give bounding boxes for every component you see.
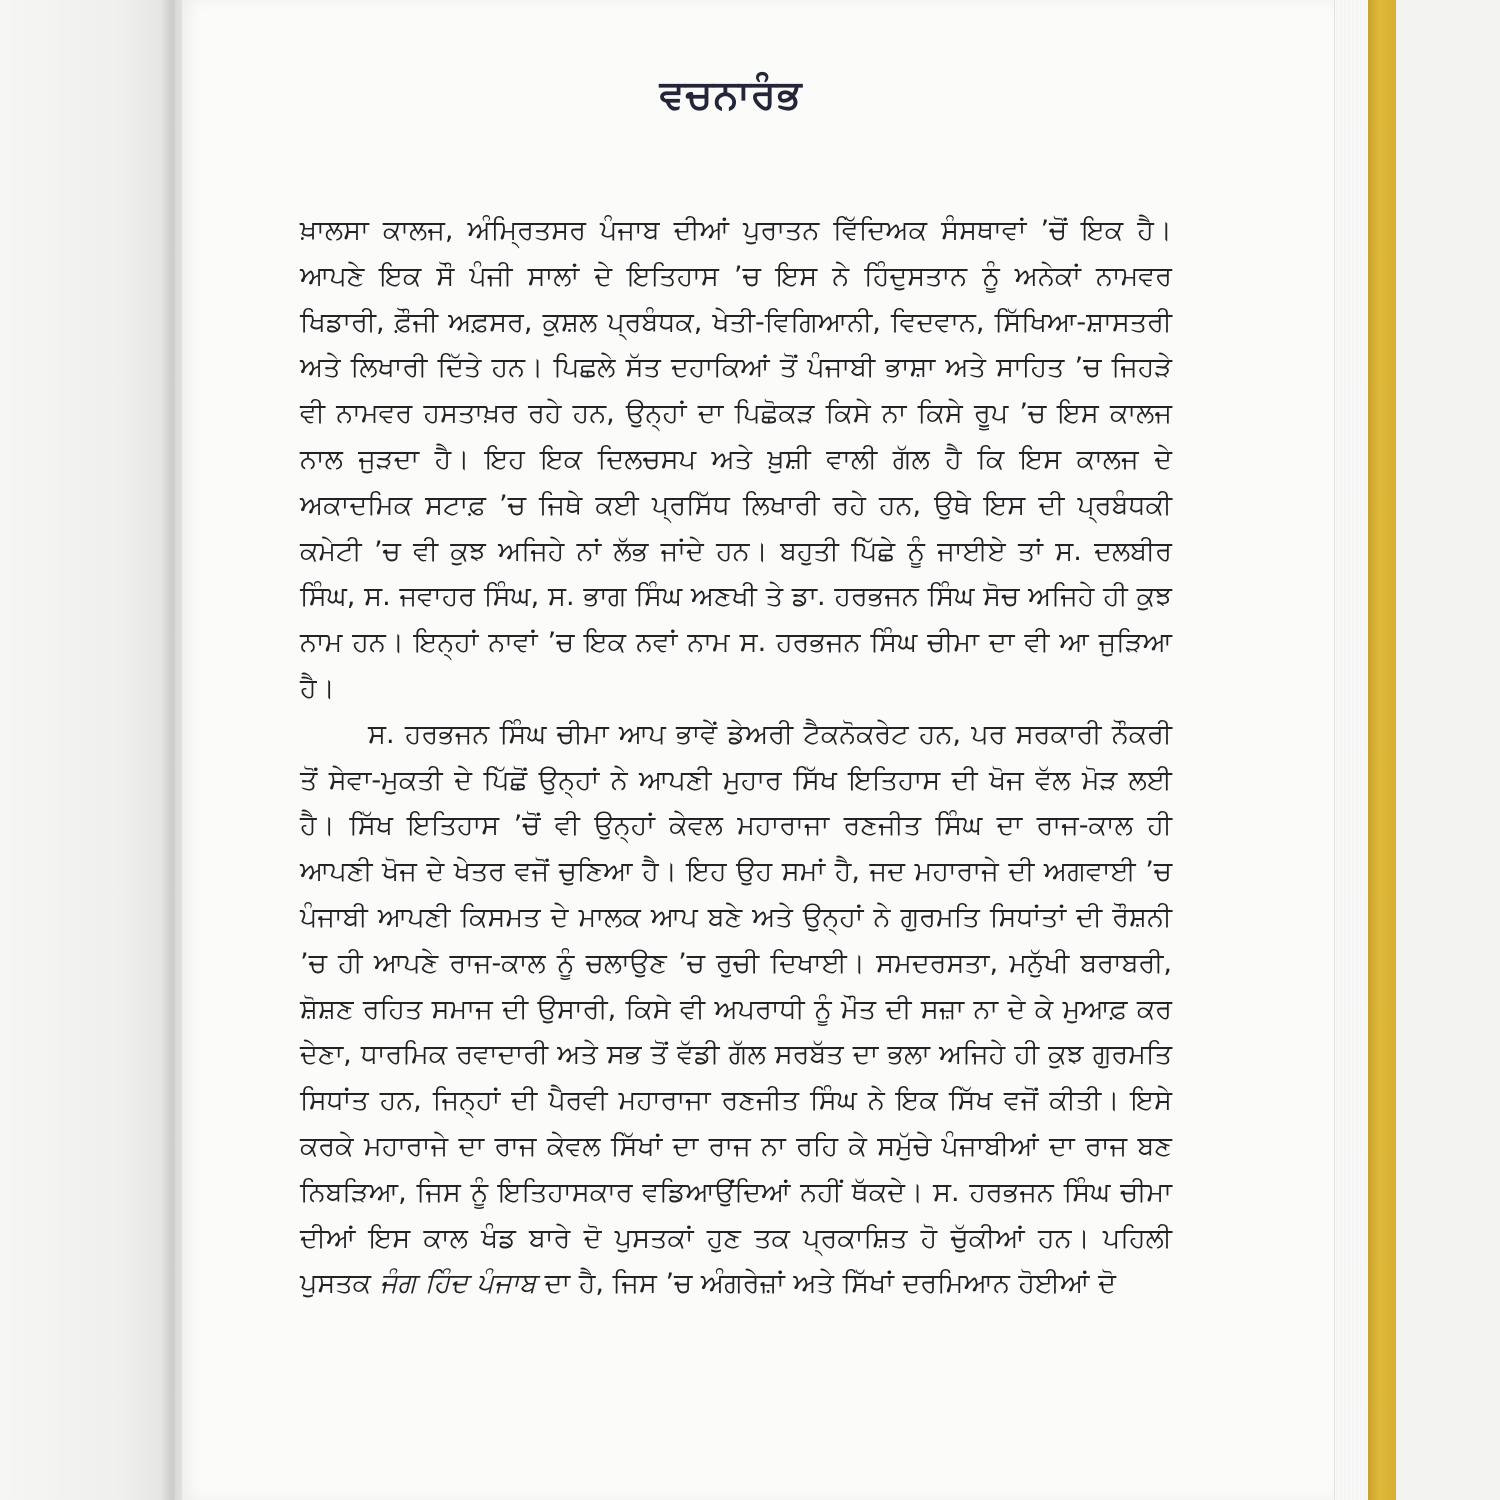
yellow-cover-edge — [1368, 0, 1396, 1500]
book-title: ਜੰਗ ਹਿੰਦ ਪੰਜਾਬ — [379, 1268, 537, 1300]
page-title: ਵਚਨਾਰੰਭ — [659, 72, 803, 118]
paragraph-2-text-after: ਦਾ ਹੈ, ਜਿਸ ’ਚ ਅੰਗਰੇਜ਼ਾਂ ਅਤੇ ਸਿੱਖਾਂ ਦਰਮਿਆਨ ਹੋਈਆਂ ਦੋ — [544, 1268, 1116, 1300]
paragraph-2 — [300, 712, 1172, 1307]
page-stack-edge — [1334, 0, 1369, 1500]
page-body — [300, 208, 1172, 1307]
paragraph-2-text: ਸ. ਹਰਭਜਨ ਸਿੰਘ ਚੀਮਾ ਆਪ ਭਾਵੇਂ ਡੇਅਰੀ ਟੈਕਨੋਕਰੇਟ ਹਨ, ਪਰ ਸਰਕਾਰੀ ਨੌਕਰੀ ਤੋਂ ਸੇਵਾ-ਮੁਕਤੀ ਦੇ ਪਿੱਛੋਂ ਉਨ੍ਹਾਂ ਨੇ ਆਪਣੀ ਮੁਹਾਰ ਸਿੱਖ ਇਤਿਹਾਸ ਦੀ ਖੋਜ ਵੱਲ ਮੋੜ ਲਈ ਹੈ। ਸਿੱਖ ਇਤਿਹਾਸ ’ਚੋਂ ਵੀ ਉਨ੍ਹਾਂ ਕੇਵਲ ਮਹਾਰਾਜਾ ਰਣਜੀਤ ਸਿੰਘ ਦਾ ਰਾਜ-ਕਾਲ ਹੀ ਆਪਣੀ ਖੋਜ ਦੇ ਖੇਤਰ ਵਜੋਂ ਚੁਣਿਆ ਹੈ। ਇਹ ਉਹ ਸਮਾਂ ਹੈ, ਜਦ ਮਹਾਰਾਜੇ ਦੀ ਅਗਵਾਈ ’ਚ ਪੰਜਾਬੀ ਆਪਣੀ ਕਿਸਮਤ ਦੇ ਮਾਲਕ ਆਪ ਬਣੇ ਅਤੇ ਉਨ੍ਹਾਂ ਨੇ ਗੁਰਮਤਿ ਸਿਧਾਂਤਾਂ ਦੀ ਰੌਸ਼ਨੀ ’ਚ ਹੀ ਆਪਣੇ ਰਾਜ-ਕਾਲ ਨੂੰ ਚਲਾਉਣ ’ਚ ਰੁਚੀ ਦਿਖਾਈ। ਸਮਦਰਸਤਾ, ਮਨੁੱਖੀ ਬਰਾਬਰੀ, ਸ਼ੋਸ਼ਣ ਰਹਿਤ ਸਮਾਜ ਦੀ ਉਸਾਰੀ, ਕਿਸੇ ਵੀ ਅਪਰਾਧੀ ਨੂੰ ਮੌਤ ਦੀ ਸਜ਼ਾ ਨਾ ਦੇ ਕੇ ਮੁਆਫ਼ ਕਰ ਦੇਣਾ, ਧਾਰਮਿਕ ਰਵਾਦਾਰੀ ਅਤੇ ਸਭ ਤੋਂ ਵੱਡੀ ਗੱਲ ਸਰਬੱਤ ਦਾ ਭਲਾ ਅਜਿਹੇ ਹੀ ਕੁਝ ਗੁਰਮਤਿ ਸਿਧਾਂਤ ਹਨ, ਜਿਨ੍ਹਾਂ ਦੀ ਪੈਰਵੀ ਮਹਾਰਾਜਾ ਰਣਜੀਤ ਸਿੰਘ ਨੇ ਇਕ ਸਿੱਖ ਵਜੋਂ ਕੀਤੀ। ਇਸੇ ਕਰਕੇ ਮਹਾਰਾਜੇ ਦਾ ਰਾਜ ਕੇਵਲ ਸਿੱਖਾਂ ਦਾ ਰਾਜ ਨਾ ਰਹਿ ਕੇ ਸਮੁੱਚੇ ਪੰਜਾਬੀਆਂ ਦਾ ਰਾਜ ਬਣ ਨਿਬੜਿਆ, ਜਿਸ ਨੂੰ ਇਤਿਹਾਸਕਾਰ ਵਡਿਆਉਂਦਿਆਂ ਨਹੀਂ ਥੱਕਦੇ। ਸ. ਹਰਭਜਨ ਸਿੰਘ ਚੀਮਾ ਦੀਆਂ ਇਸ ਕਾਲ ਖੰਡ ਬਾਰੇ ਦੋ ਪੁਸਤਕਾਂ ਹੁਣ ਤਕ ਪ੍ਰਕਾਸ਼ਿਤ ਹੋ ਚੁੱਕੀਆਂ ਹਨ। ਪਹਿਲੀ ਪੁਸਤਕ — [300, 718, 1172, 1300]
paragraph-1: ਖ਼ਾਲਸਾ ਕਾਲਜ, ਅੰਮ੍ਰਿਤਸਰ ਪੰਜਾਬ ਦੀਆਂ ਪੁਰਾਤਨ ਵਿੱਦਿਅਕ ਸੰਸਥਾਵਾਂ ’ਚੋਂ ਇਕ ਹੈ। ਆਪਣੇ ਇਕ ਸੌ ਪੰਜੀ ਸਾਲਾਂ ਦੇ ਇਤਿਹਾਸ ’ਚ ਇਸ ਨੇ ਹਿੰਦੁਸਤਾਨ ਨੂੰ ਅਨੇਕਾਂ ਨਾਮਵਰ ਖਿਡਾਰੀ, ਫ਼ੌਜੀ ਅਫ਼ਸਰ, ਕੁਸ਼ਲ ਪ੍ਰਬੰਧਕ, ਖੇਤੀ-ਵਿਗਿਆਨੀ, ਵਿਦਵਾਨ, ਸਿੱਖਿਆ-ਸ਼ਾਸਤਰੀ ਅਤੇ ਲਿਖਾਰੀ ਦਿੱਤੇ ਹਨ। ਪਿਛਲੇ ਸੱਤ ਦਹਾਕਿਆਂ ਤੋਂ ਪੰਜਾਬੀ ਭਾਸ਼ਾ ਅਤੇ ਸਾਹਿਤ ’ਚ ਜਿਹੜੇ ਵੀ ਨਾਮਵਰ ਹਸਤਾਖ਼ਰ ਰਹੇ ਹਨ, ਉਨ੍ਹਾਂ ਦਾ ਪਿਛੋਕੜ ਕਿਸੇ ਨਾ ਕਿਸੇ ਰੂਪ ’ਚ ਇਸ ਕਾਲਜ ਨਾਲ ਜੁੜਦਾ ਹੈ। ਇਹ ਇਕ ਦਿਲਚਸਪ ਅਤੇ ਖ਼ੁਸ਼ੀ ਵਾਲੀ ਗੱਲ ਹੈ ਕਿ ਇਸ ਕਾਲਜ ਦੇ ਅਕਾਦਮਿਕ ਸਟਾਫ਼ ’ਚ ਜਿਥੇ ਕਈ ਪ੍ਰਸਿੱਧ ਲਿਖਾਰੀ ਰਹੇ ਹਨ, ਉਥੇ ਇਸ ਦੀ ਪ੍ਰਬੰਧਕੀ ਕਮੇਟੀ ’ਚ ਵੀ ਕੁਝ ਅਜਿਹੇ ਨਾਂ ਲੱਭ ਜਾਂਦੇ ਹਨ। ਬਹੁਤੀ ਪਿੱਛੇ ਨੂੰ ਜਾਈਏ ਤਾਂ ਸ. ਦਲਬੀਰ ਸਿੰਘ, ਸ. ਜਵਾਹਰ ਸਿੰਘ, ਸ. ਭਾਗ ਸਿੰਘ ਅਣਖੀ ਤੇ ਡਾ. ਹਰਭਜਨ ਸਿੰਘ ਸੋਚ ਅਜਿਹੇ ਹੀ ਕੁਝ ਨਾਮ ਹਨ। ਇਨ੍ਹਾਂ ਨਾਵਾਂ ’ਚ ਇਕ ਨਵਾਂ ਨਾਮ ਸ. ਹਰਭਜਨ ਸਿੰਘ ਚੀਮਾ ਦਾ ਵੀ ਆ ਜੁੜਿਆ ਹੈ। — [300, 215, 1172, 704]
left-page-edge — [0, 0, 175, 1500]
background — [1396, 0, 1500, 1500]
